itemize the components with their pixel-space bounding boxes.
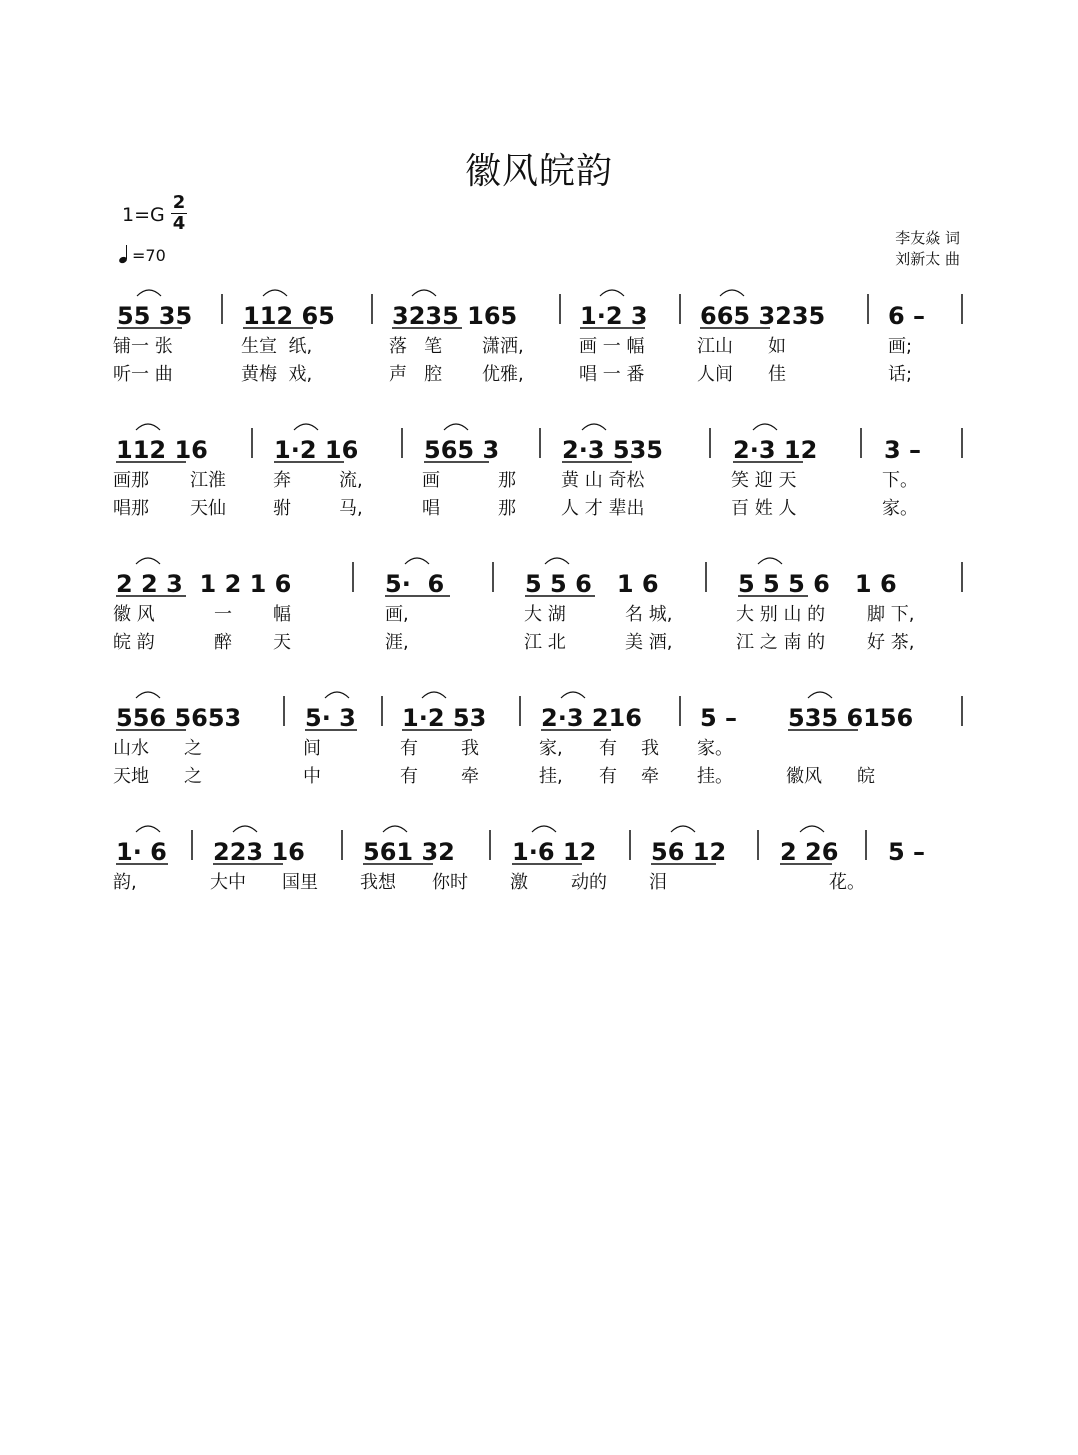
lyric-text: 驸	[273, 498, 291, 519]
lyric-text: 你时	[432, 872, 468, 893]
lyric-text: 画,	[385, 604, 409, 625]
slur-mark	[136, 558, 160, 564]
lyric-text: 唱	[422, 498, 440, 519]
lyric-text: 奔	[273, 470, 291, 491]
measure-notes: 5 5 6 1 6	[525, 570, 659, 598]
lyric-text: 醉	[214, 632, 232, 653]
lyric-text: 马,	[339, 498, 363, 519]
lyric-text: 江 之 南 的	[736, 632, 826, 653]
composer-credit: 刘新太 曲	[895, 250, 960, 268]
lyric-text: 那	[498, 498, 516, 519]
slur-mark	[136, 424, 160, 430]
lyric-text: 动的	[571, 872, 607, 893]
lyric-text: 名 城,	[625, 604, 673, 625]
lyric-text: 人间	[697, 364, 733, 385]
lyric-text: 潇洒,	[482, 336, 524, 357]
lyric-text: 花。	[829, 872, 865, 893]
lyric-text: 天仙	[190, 498, 226, 519]
lyric-text: 江 北	[524, 632, 566, 653]
lyric-text: 我	[641, 738, 659, 759]
slur-mark	[720, 290, 744, 296]
measure-notes: 5 –	[700, 704, 738, 732]
slur-mark	[545, 558, 569, 564]
slur-mark	[294, 424, 318, 430]
lyric-text: 韵,	[113, 872, 137, 893]
slur-mark	[532, 826, 556, 832]
lyric-text: 我想	[360, 872, 396, 893]
lyric-text: 黄 山 奇松	[561, 470, 645, 491]
lyric-text: 流,	[339, 470, 363, 491]
lyric-text: 落 笔	[389, 336, 443, 357]
lyric-text: 如	[768, 336, 786, 357]
lyric-text: 听一 曲	[113, 364, 173, 385]
lyric-text: 涯,	[385, 632, 409, 653]
measure-notes: 1·2 16	[274, 436, 359, 464]
lyricist-credit: 李友焱 词	[895, 229, 960, 247]
lyric-text: 人 才 辈出	[561, 498, 645, 519]
lyric-text: 大 湖	[524, 604, 566, 625]
slur-mark	[263, 290, 287, 296]
measure-notes: 2 26	[780, 838, 839, 866]
lyric-text: 声 腔	[389, 364, 443, 385]
lyric-text: 有	[599, 738, 617, 759]
measure-notes: 1· 6	[116, 838, 167, 866]
tempo-value: =70	[132, 246, 166, 265]
lyric-text: 挂,	[539, 766, 563, 787]
measure-notes: 5· 6	[385, 570, 445, 598]
slur-mark	[383, 826, 407, 832]
lyric-text: 挂。	[697, 766, 733, 787]
slur-mark	[758, 558, 782, 564]
measure-notes: 556 5653	[116, 704, 242, 732]
measure-notes: 535 6156	[788, 704, 914, 732]
slur-mark	[325, 692, 349, 698]
measure-notes: 223 16	[213, 838, 305, 866]
measure-notes: 561 32	[363, 838, 455, 866]
lyric-text: 牵	[641, 766, 659, 787]
measure-notes: 2·3 535	[562, 436, 663, 464]
time-signature	[170, 193, 188, 234]
measure-notes: 56 12	[651, 838, 727, 866]
slur-mark	[412, 290, 436, 296]
lyric-text: 幅	[273, 604, 291, 625]
measure-notes: 2·3 216	[541, 704, 642, 732]
measure-notes: 5 5 5 6 1 6	[738, 570, 897, 598]
slur-mark	[582, 424, 606, 430]
measure-notes: 55 35	[117, 302, 193, 330]
lyric-text: 脚 下,	[867, 604, 915, 625]
lyric-text: 那	[498, 470, 516, 491]
lyric-text: 家,	[539, 738, 563, 759]
measure-notes: 6 –	[888, 302, 926, 330]
lyric-text: 唱 一 番	[579, 364, 645, 385]
score-system	[0, 692, 1078, 818]
lyric-text: 大中	[210, 872, 246, 893]
lyric-text: 家。	[697, 738, 733, 759]
lyric-text: 有	[400, 738, 418, 759]
lyric-text: 牵	[461, 766, 479, 787]
lyric-text: 国里	[282, 872, 318, 893]
lyric-text: 好 茶,	[867, 632, 915, 653]
quarter-note-icon	[118, 248, 132, 264]
lyric-text: 之	[184, 738, 202, 759]
score-system	[0, 558, 1078, 684]
lyric-text: 徽 风	[113, 604, 155, 625]
lyric-text: 佳	[768, 364, 786, 385]
lyric-text: 有	[400, 766, 418, 787]
slur-mark	[422, 692, 446, 698]
lyric-text: 江淮	[190, 470, 226, 491]
slur-mark	[561, 692, 585, 698]
score-system	[0, 826, 1078, 952]
lyric-text: 天地	[113, 766, 149, 787]
lyric-text: 一	[214, 604, 232, 625]
score-system	[0, 290, 1078, 416]
lyric-text: 家。	[882, 498, 918, 519]
lyric-text: 徽风	[786, 766, 822, 787]
measure-notes: 665 3235	[700, 302, 826, 330]
lyric-text: 江山	[697, 336, 733, 357]
system-ornaments	[0, 826, 1078, 952]
lyric-text: 生宣 纸,	[241, 336, 313, 357]
tempo-marking	[118, 246, 166, 265]
measure-notes: 5 –	[888, 838, 926, 866]
lyric-text: 激	[510, 872, 528, 893]
lyric-text: 有	[599, 766, 617, 787]
lyric-text: 话;	[888, 364, 913, 385]
slur-mark	[444, 424, 468, 430]
lyric-text: 铺一 张	[113, 336, 173, 357]
measure-notes: 2·3 12	[733, 436, 818, 464]
lyric-text: 皖	[857, 766, 875, 787]
time-signature-bottom: 4	[172, 213, 186, 234]
lyric-text: 美 酒,	[625, 632, 673, 653]
measure-notes: 2 2 3 1 2 1 6	[116, 570, 292, 598]
lyric-text: 笑 迎 天	[731, 470, 797, 491]
slur-mark	[136, 826, 160, 832]
measure-notes: 3235 165	[392, 302, 518, 330]
lyric-text: 之	[184, 766, 202, 787]
slur-mark	[600, 290, 624, 296]
lyric-text: 皖 韵	[113, 632, 155, 653]
measure-notes: 112 16	[116, 436, 208, 464]
measure-notes: 1·2 3	[580, 302, 648, 330]
slur-mark	[137, 290, 161, 296]
slur-mark	[233, 826, 257, 832]
lyric-text: 天	[273, 632, 291, 653]
measure-notes: 112 65	[243, 302, 335, 330]
measure-notes: 565 3	[424, 436, 500, 464]
key-signature: 1=G	[122, 204, 165, 226]
lyric-text: 画 一 幅	[579, 336, 645, 357]
score-system	[0, 424, 1078, 550]
lyric-text: 中	[303, 766, 321, 787]
slur-mark	[671, 826, 695, 832]
lyric-text: 画;	[888, 336, 913, 357]
lyric-text: 画	[422, 470, 440, 491]
measure-notes: 1·6 12	[512, 838, 597, 866]
time-signature-top: 2	[172, 192, 186, 213]
slur-mark	[136, 692, 160, 698]
slur-mark	[753, 424, 777, 430]
lyric-text: 我	[461, 738, 479, 759]
lyric-text: 泪	[649, 872, 667, 893]
slur-mark	[800, 826, 824, 832]
lyric-text: 黄梅 戏,	[241, 364, 313, 385]
measure-notes: 3 –	[884, 436, 922, 464]
slur-mark	[808, 692, 832, 698]
page-title: 徽风皖韵	[464, 151, 613, 192]
lyric-text: 百 姓 人	[731, 498, 797, 519]
measure-notes: 5· 3	[305, 704, 356, 732]
lyric-text: 优雅,	[482, 364, 524, 385]
measure-notes: 1·2 53	[402, 704, 487, 732]
lyric-text: 下。	[882, 470, 918, 491]
lyric-text: 画那	[113, 470, 149, 491]
slur-mark	[405, 558, 429, 564]
lyric-text: 山水	[113, 738, 149, 759]
lyric-text: 唱那	[113, 498, 149, 519]
lyric-text: 间	[303, 738, 321, 759]
lyric-text: 大 别 山 的	[736, 604, 826, 625]
